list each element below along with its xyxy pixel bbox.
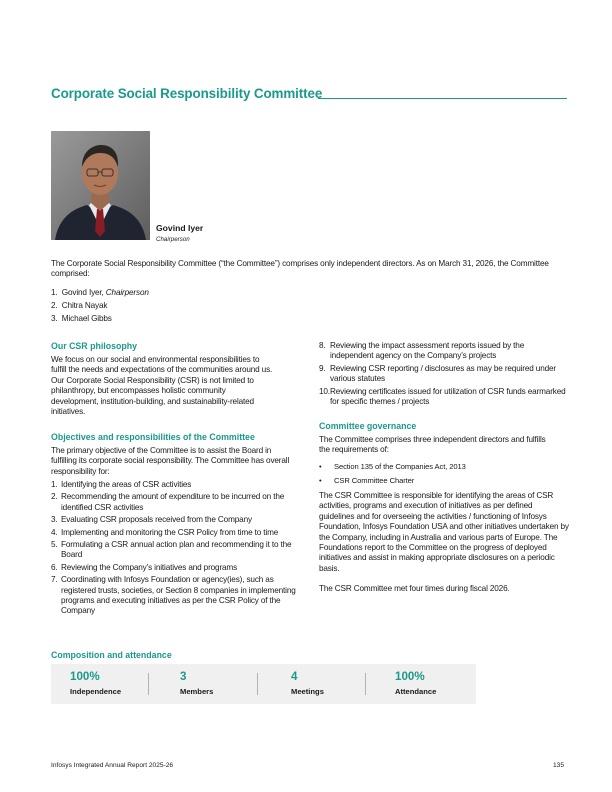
member-item: 1. Govind Iyer, Chairperson — [51, 288, 149, 297]
stat-members: 3 Members — [180, 670, 214, 696]
governance-text-2: The CSR Committee is responsible for identifying the areas of CSR activities, programs and execution of initiatives as per defined guidelines and for overseeing the activities / functioning of Infosys Foundation, Infosys Foundation USA and other initiatives undertaken by the Company, including in Australia and various parts of Europe. The Foundations report to the Committee on the progress of deployed initiatives and assist in making appropriate disclosures on a periodic basis. — [319, 491, 569, 573]
list-item: 2. Recommending the amount of expenditure to be incurred on the identified CSR activities — [51, 492, 285, 512]
stats-bar — [51, 664, 476, 704]
list-item: 3. Evaluating CSR proposals received from the Company — [51, 515, 252, 525]
chairperson-role: Chairperson — [156, 236, 190, 243]
list-item: 1. Identifying the areas of CSR activities — [51, 480, 192, 489]
stat-independence: 100% Independence — [70, 670, 122, 696]
list-item: • Section 135 of the Companies Act, 2013 — [319, 462, 466, 471]
list-item: 8. Reviewing the impact assessment reports issued by the independent agency on the Company’s projects — [319, 341, 525, 361]
intro-paragraph: The Corporate Social Responsibility Committee (“the Committee”) comprises only independent directors. As on March 31, 2026, the Committee comprised: — [51, 259, 549, 279]
list-item: • CSR Committee Charter — [319, 476, 415, 486]
member-item: 3. Michael Gibbs — [51, 314, 112, 323]
governance-heading: Committee governance — [319, 421, 417, 431]
stat-divider — [257, 673, 258, 695]
list-item: 10. Reviewing certificates issued for utilization of CSR funds earmarked for specific themes / projects — [319, 386, 566, 407]
list-item: 7. Coordinating with Infosys Foundation or agency(ies), such as registered trusts, societies, or Section 8 companies in implementing programs and executing initiatives as per the CSR Policy of the Company — [51, 575, 296, 616]
governance-text-3: The CSR Committee met four times during fiscal 2026. — [319, 584, 510, 593]
chairperson-name: Govind Iyer — [156, 223, 204, 233]
governance-bullets — [319, 462, 559, 491]
list-item: 4. Implementing and monitoring the CSR Policy from time to time — [51, 527, 279, 537]
stat-meetings: 4 Meetings — [291, 670, 324, 696]
objectives-heading: Objectives and responsibilities of the Committee — [51, 432, 255, 442]
chairperson-photo — [51, 131, 150, 240]
list-item: 5. Formulating a CSR annual action plan and recommending it to the Board — [51, 540, 292, 560]
page-title: Corporate Social Responsibility Committee — [51, 86, 323, 101]
objectives-list-continued — [319, 341, 569, 409]
member-item: 2. Chitra Nayak — [51, 301, 108, 310]
composition-heading: Composition and attendance — [51, 650, 172, 660]
title-rule — [318, 98, 567, 99]
member-list — [51, 286, 149, 325]
stat-attendance: 100% Attendance — [395, 670, 437, 696]
list-item: 9. Reviewing CSR reporting / disclosures as may be required under various statutes — [319, 363, 556, 384]
objectives-list — [51, 480, 301, 619]
page-number: 135 — [553, 762, 565, 769]
philosophy-text: We focus on our social and environmental responsibilities to fulfill the needs and expectations of the communities around us. Our Corporate Social Responsibility (CSR) is not limited to philanthropy, but encompasses holistic community development, institution-building, and sustainability-related initiatives. — [51, 355, 273, 417]
philosophy-heading: Our CSR philosophy — [51, 341, 138, 351]
stat-divider — [148, 673, 149, 695]
footer-report-title: Infosys Integrated Annual Report 2025-26 — [51, 762, 174, 769]
governance-text: The Committee comprises three independent directors and fulfills the requirements of: — [319, 435, 546, 455]
list-item: 6. Reviewing the Company’s initiatives and programs — [51, 562, 238, 572]
stat-divider — [365, 673, 366, 695]
objectives-text: The primary objective of the Committee is to assist the Board in fulfilling its corporate social responsibility. The Committee has overall responsibility for: — [51, 446, 290, 476]
